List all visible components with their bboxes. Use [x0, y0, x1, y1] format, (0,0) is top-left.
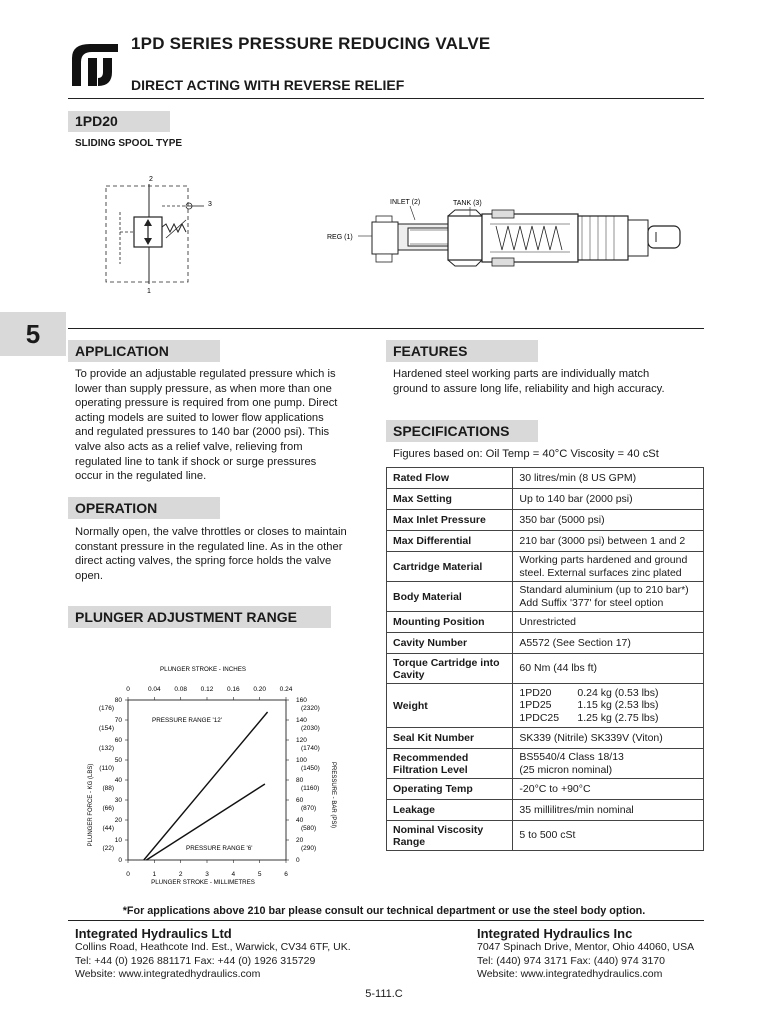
y-right-tick-sublabel: (1450) — [301, 765, 320, 772]
spec-value-line: Unrestricted — [519, 615, 576, 628]
operation-line: direct acting valves, the spring force holds the valve — [75, 555, 332, 568]
spec-value — [513, 821, 704, 851]
application-line: To provide an adjustable regulated pressure which is — [75, 368, 336, 380]
spec-value-line: -20°C to +90°C — [519, 782, 591, 795]
weight-line — [519, 687, 697, 700]
spec-row — [387, 821, 704, 851]
section-tab: 5 — [0, 312, 66, 356]
spec-value-line: 210 bar (3000 psi) between 1 and 2 — [519, 534, 686, 547]
application-line: occur in the regulated line. — [75, 470, 207, 483]
spec-row — [387, 510, 704, 531]
page-number: 5-111.C — [365, 988, 403, 1000]
spec-row — [387, 684, 704, 728]
weight-model: 1PD20 — [519, 686, 552, 699]
spec-row — [387, 654, 704, 684]
y-right-tick-label: 40 — [296, 817, 304, 824]
spec-value-line: Working parts hardened and ground — [519, 554, 688, 566]
y-left-tick-sublabel: (88) — [102, 785, 114, 792]
application-line: acting models are suited to lower flow applications — [75, 411, 324, 424]
specifications-table — [386, 467, 704, 851]
spec-label: Weight — [387, 684, 513, 728]
footer-left-name: Integrated Hydraulics Ltd — [75, 926, 232, 941]
y-left-tick-sublabel: (176) — [98, 705, 114, 712]
y-right-tick-label: 0 — [296, 857, 300, 864]
section-rule — [68, 328, 704, 329]
application-line: valve also acts as a relief valve, relieving from — [75, 440, 303, 453]
weight-value: 1.15 kg (2.53 lbs) — [577, 699, 659, 712]
x-top-tick-label: 0.12 — [200, 686, 214, 693]
symbol-port-1: 1 — [147, 288, 151, 294]
spec-label: Nominal Viscosity Range — [387, 821, 513, 851]
y-right-tick-sublabel: (580) — [301, 825, 317, 832]
spec-row — [387, 800, 704, 821]
spec-row — [387, 749, 704, 779]
cutaway-label-reg: REG (1) — [327, 234, 353, 241]
footnote: *For applications above 210 bar please consult our technical department or use the steel body option. — [122, 905, 646, 917]
spec-value — [513, 468, 704, 489]
x-top-tick-label: 0.16 — [227, 686, 240, 693]
x-tick-label: 5 — [257, 871, 262, 878]
y-left-tick-sublabel: (154) — [98, 725, 114, 732]
application-line: regulated line to tank if shock or surge pressures — [75, 455, 317, 468]
footer-right-name: Integrated Hydraulics Inc — [477, 926, 633, 941]
operation-line: constant pressure in the regulated line. As in the other — [75, 540, 343, 553]
spec-value-line: 30 litres/min (8 US GPM) — [519, 471, 637, 484]
symbol-port-2: 2 — [149, 176, 153, 183]
footer-left — [75, 926, 351, 982]
y-right-tick-label: 20 — [296, 837, 304, 844]
y-left-tick-sublabel: (22) — [102, 845, 114, 852]
spec-value — [513, 654, 704, 684]
spec-row — [387, 489, 704, 510]
spec-label: Cartridge Material — [387, 552, 513, 582]
spec-row — [387, 612, 704, 633]
weight-value: 1.25 kg (2.75 lbs) — [577, 711, 659, 724]
operation-line: open. — [75, 569, 103, 582]
footer-right-phone: Tel: (440) 974 3171 Fax: (440) 974 3170 — [477, 954, 665, 967]
spec-value — [513, 612, 704, 633]
plunger-chart — [80, 660, 340, 890]
specifications-heading: SPECIFICATIONS — [386, 420, 538, 442]
y-left-tick-label: 60 — [114, 737, 122, 744]
spec-value-line: BS5540/4 Class 18/13 — [519, 751, 624, 763]
spec-value — [513, 582, 704, 612]
weight-line — [519, 712, 697, 725]
y-left-tick-label: 10 — [114, 837, 122, 844]
operation-line: Normally open, the valve throttles or closes to maintain — [75, 526, 347, 538]
x-top-tick-label: 0.20 — [253, 686, 266, 693]
y-right-tick-label: 120 — [296, 737, 307, 744]
specifications-basis: Figures based on: Oil Temp = 40°C Viscosity = 40 cSt — [393, 448, 659, 460]
y-right-tick-sublabel: (2320) — [301, 705, 320, 712]
footer-right-address: 7047 Spinach Drive, Mentor, Ohio 44060, USA — [477, 941, 695, 953]
spec-value — [513, 633, 704, 654]
company-logo — [68, 38, 122, 92]
y-left-tick-label: 30 — [114, 797, 122, 804]
x-tick-label: 1 — [152, 871, 157, 878]
y-left-tick-label: 40 — [114, 777, 122, 784]
y-left-tick-label: 80 — [114, 697, 122, 704]
y-left-tick-sublabel: (44) — [102, 825, 114, 832]
x-tick-label: 6 — [284, 871, 288, 878]
y-right-tick-sublabel: (1740) — [301, 745, 320, 752]
spec-value — [513, 779, 704, 800]
weight-line — [519, 699, 697, 712]
spec-value — [513, 510, 704, 531]
y-right-tick-label: 160 — [296, 697, 307, 704]
spec-label: Torque Cartridge into Cavity — [387, 654, 513, 684]
footer-left-address: Collins Road, Heathcote Ind. Est., Warwick, CV34 6TF, UK. — [75, 941, 351, 953]
x-top-tick-label: 0.04 — [148, 686, 161, 693]
features-line: Hardened steel working parts are individually match — [393, 368, 650, 380]
spec-value-line: 350 bar (5000 psi) — [519, 513, 605, 526]
application-line: lower than supply pressure, as when more than one — [75, 382, 332, 395]
spec-label: Max Inlet Pressure — [387, 510, 513, 531]
spec-label: Rated Flow — [387, 468, 513, 489]
chart-ylabel-left: PLUNGER FORCE - KG (LBS) — [88, 763, 94, 847]
x-tick-label: 2 — [178, 871, 183, 878]
x-top-tick-label: 0 — [126, 686, 130, 693]
spec-value — [513, 489, 704, 510]
page-title: 1PD SERIES PRESSURE REDUCING VALVE — [131, 34, 491, 53]
spec-label: Recommended Filtration Level — [387, 749, 513, 779]
spec-value — [513, 749, 704, 779]
spec-row — [387, 728, 704, 749]
spec-value-line: SK339 (Nitrile) SK339V (Viton) — [519, 731, 663, 744]
spec-label: Mounting Position — [387, 612, 513, 633]
spec-label: Seal Kit Number — [387, 728, 513, 749]
application-text — [75, 367, 375, 484]
footer-rule — [68, 920, 704, 921]
chart-plot-frame — [128, 700, 286, 860]
chart-ylabel-right: PRESSURE - BAR (PSI) — [330, 761, 336, 829]
series-label: PRESSURE RANGE '6' — [186, 845, 253, 852]
y-right-tick-sublabel: (290) — [301, 845, 317, 852]
spec-value-line: Add Suffix '377' for steel option — [519, 596, 664, 609]
x-top-tick-label: 0.24 — [279, 686, 293, 693]
weight-model: 1PDC25 — [519, 711, 560, 724]
footer-left-phone: Tel: +44 (0) 1926 881171 Fax: +44 (0) 1926 315729 — [75, 954, 316, 967]
spec-value — [513, 552, 704, 582]
y-left-tick-sublabel: (66) — [102, 805, 114, 812]
spec-value — [513, 531, 704, 552]
spec-row — [387, 468, 704, 489]
y-right-tick-label: 60 — [296, 797, 304, 804]
spec-label: Body Material — [387, 582, 513, 612]
footer-right — [477, 926, 694, 982]
y-left-tick-sublabel: (110) — [99, 765, 114, 772]
spec-row — [387, 531, 704, 552]
spec-value-line: 35 millilitres/min nominal — [519, 803, 634, 816]
spec-value-line: A5572 (See Section 17) — [519, 636, 631, 649]
footer-left-web[interactable]: Website: www.integratedhydraulics.com — [75, 968, 261, 980]
spec-value-line: Up to 140 bar (2000 psi) — [519, 492, 633, 505]
spec-row — [387, 582, 704, 612]
spec-value — [513, 728, 704, 749]
spec-label: Leakage — [387, 800, 513, 821]
application-heading: APPLICATION — [68, 340, 220, 362]
x-top-tick-label: 0.08 — [174, 686, 187, 693]
y-right-tick-label: 140 — [296, 717, 307, 724]
spec-value-line: steel. External surfaces zinc plated — [519, 566, 682, 579]
y-left-tick-label: 50 — [114, 757, 122, 764]
x-tick-label: 4 — [231, 871, 236, 878]
hydraulic-symbol — [100, 172, 220, 294]
symbol-port-3: 3 — [208, 201, 212, 208]
operation-text — [75, 525, 375, 583]
spec-value-line: Standard aluminium (up to 210 bar*) — [519, 584, 689, 596]
spec-row — [387, 633, 704, 654]
features-line: ground to assure long life, reliability and high accuracy. — [393, 382, 665, 395]
spec-label: Max Setting — [387, 489, 513, 510]
cartridge-cutaway — [320, 192, 700, 282]
spec-label: Operating Temp — [387, 779, 513, 800]
x-tick-label: 0 — [126, 871, 130, 878]
plunger-heading: PLUNGER ADJUSTMENT RANGE — [68, 606, 331, 628]
model-code: 1PD20 — [68, 111, 170, 132]
y-right-tick-label: 80 — [296, 777, 304, 784]
footer-right-web[interactable]: Website: www.integratedhydraulics.com — [477, 968, 663, 980]
spec-value-line: (25 micron nominal) — [519, 763, 613, 776]
y-right-tick-label: 100 — [296, 757, 307, 764]
spec-label: Max Differential — [387, 531, 513, 552]
cutaway-label-inlet: INLET (2) — [390, 199, 421, 206]
features-heading: FEATURES — [386, 340, 538, 362]
header-rule — [68, 98, 704, 99]
spec-label: Cavity Number — [387, 633, 513, 654]
spec-value — [513, 800, 704, 821]
x-tick-label: 3 — [205, 871, 209, 878]
y-left-tick-sublabel: (132) — [98, 745, 114, 752]
spec-row — [387, 552, 704, 582]
model-type: SLIDING SPOOL TYPE — [75, 138, 183, 149]
y-right-tick-sublabel: (870) — [301, 805, 317, 812]
cutaway-label-tank: TANK (3) — [453, 200, 482, 207]
y-right-tick-sublabel: (1160) — [301, 785, 320, 792]
application-line: and regulated pressures to 140 bar (2000 psi). This — [75, 426, 330, 439]
weight-model: 1PD25 — [519, 699, 552, 712]
weight-value: 0.24 kg (0.53 lbs) — [577, 686, 659, 699]
series-line — [144, 712, 268, 860]
spec-value-line: 60 Nm (44 lbs ft) — [519, 662, 597, 675]
page-subtitle: DIRECT ACTING WITH REVERSE RELIEF — [131, 77, 405, 93]
y-right-tick-sublabel: (2030) — [301, 725, 320, 732]
y-left-tick-label: 20 — [114, 817, 122, 824]
spec-row — [387, 779, 704, 800]
spec-value — [513, 684, 704, 728]
series-label: PRESSURE RANGE '12' — [152, 717, 222, 724]
chart-xlabel: PLUNGER STROKE - MILLIMETRES — [151, 879, 255, 886]
spec-value-line: 5 to 500 cSt — [519, 829, 576, 842]
y-left-tick-label: 70 — [114, 717, 122, 724]
chart-title: PLUNGER STROKE - INCHES — [160, 666, 246, 673]
application-line: operating pressure is required from one pump. Direct — [75, 397, 338, 410]
operation-heading: OPERATION — [68, 497, 220, 519]
features-text — [393, 367, 713, 396]
y-left-tick-label: 0 — [118, 857, 122, 864]
